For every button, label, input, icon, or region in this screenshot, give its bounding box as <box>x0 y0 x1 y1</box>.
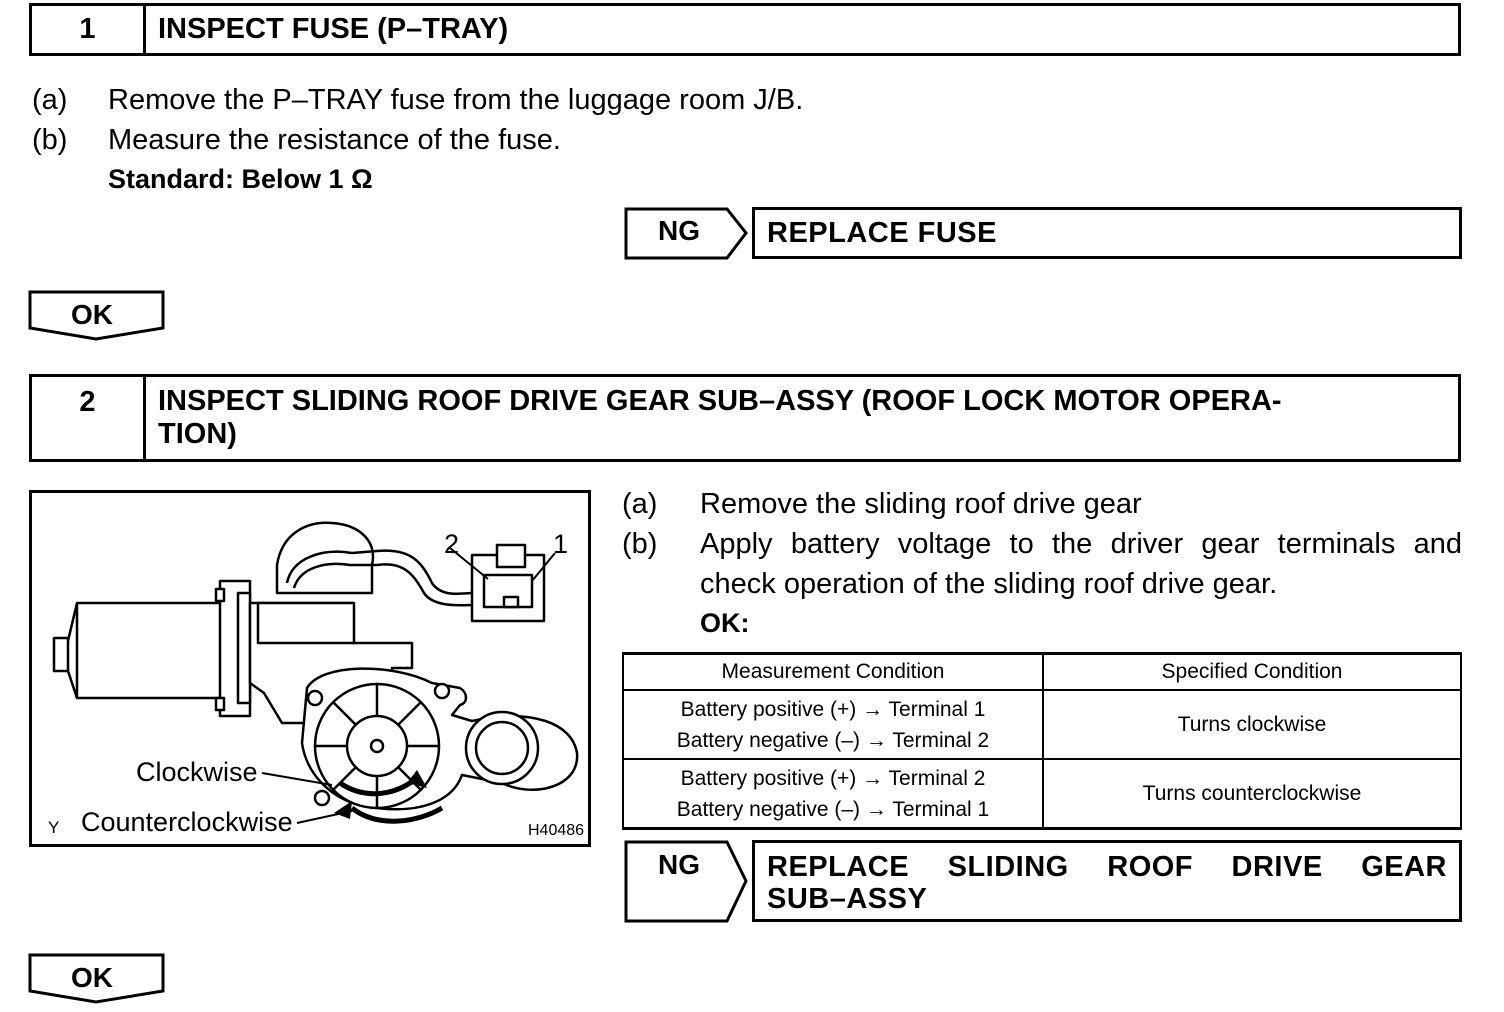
table-cell-condition <box>623 759 1043 829</box>
step-1-ng-label: NG <box>658 215 700 246</box>
table-header-specified: Specified Condition <box>1043 654 1461 691</box>
table-cell-condition <box>623 690 1043 759</box>
condition-line-1: Battery positive (+) → Terminal 1 <box>680 697 986 721</box>
spec-table <box>622 652 1462 830</box>
corner-mark: Y <box>48 818 60 837</box>
step-2-header <box>29 374 1461 462</box>
table-header-measurement: Measurement Condition <box>623 654 1043 691</box>
table-row <box>623 759 1461 829</box>
figure-id: H40486 <box>528 822 585 839</box>
step-1-ok-label: OK <box>71 299 113 330</box>
item-text: Remove the P–TRAY fuse from the luggage room J/B. <box>108 84 804 116</box>
step-2-ng-result <box>752 840 1462 922</box>
counterclockwise-label: Counterclockwise <box>81 807 293 837</box>
step-1-item-a <box>32 80 1232 120</box>
step-2-title <box>146 377 1458 459</box>
item-label: (b) <box>622 528 658 560</box>
step-1-item-b <box>32 120 1232 160</box>
item-label: (a) <box>32 84 68 116</box>
step-2-title-line-1: INSPECT SLIDING ROOF DRIVE GEAR SUB–ASSY (ROOF LOCK MOTOR OPERA- <box>158 385 1282 417</box>
drive-gear-illustration <box>32 493 588 844</box>
drive-gear-figure <box>29 490 591 847</box>
item-text-line-2: check operation of the sliding roof drive gear. <box>700 568 1278 600</box>
terminal-1-label: 1 <box>553 529 569 559</box>
item-text-line-1: Apply battery voltage to the driver gear terminals and <box>700 528 1462 560</box>
step-2-item-b <box>622 524 1462 604</box>
ng-result-line-2: SUB–ASSY <box>767 883 928 915</box>
step-2-ng-label: NG <box>658 849 700 880</box>
condition-line-1: Battery positive (+) → Terminal 2 <box>680 766 986 790</box>
step-2-number: 2 <box>32 377 146 459</box>
clockwise-label: Clockwise <box>136 757 258 787</box>
ng-result-line-1: REPLACE SLIDING ROOF DRIVE GEAR <box>767 851 1447 883</box>
table-cell-result: Turns counterclockwise <box>1043 759 1461 829</box>
item-text: Measure the resistance of the fuse. <box>108 124 561 156</box>
step-1-standard: Standard: Below 1 Ω <box>108 164 373 194</box>
step-1-ng-result: REPLACE FUSE <box>752 207 1462 259</box>
item-text: Remove the sliding roof drive gear <box>700 488 1142 520</box>
step-2-title-line-2: TION) <box>158 418 237 450</box>
item-label: (b) <box>32 124 68 156</box>
step-2-item-a <box>622 484 1462 524</box>
condition-line-2: Battery negative (–) → Terminal 2 <box>676 728 990 752</box>
step-2-ok-label: OK <box>71 962 113 993</box>
step-1-number: 1 <box>32 6 146 53</box>
terminal-2-label: 2 <box>444 529 460 559</box>
step-1-header <box>29 3 1461 56</box>
condition-line-2: Battery negative (–) → Terminal 1 <box>676 797 990 821</box>
table-header-row <box>623 654 1461 691</box>
table-row <box>623 690 1461 759</box>
step-1-title: INSPECT FUSE (P–TRAY) <box>158 13 509 45</box>
step-2-ok-heading: OK: <box>700 608 750 638</box>
item-label: (a) <box>622 488 658 520</box>
table-cell-result: Turns clockwise <box>1043 690 1461 759</box>
